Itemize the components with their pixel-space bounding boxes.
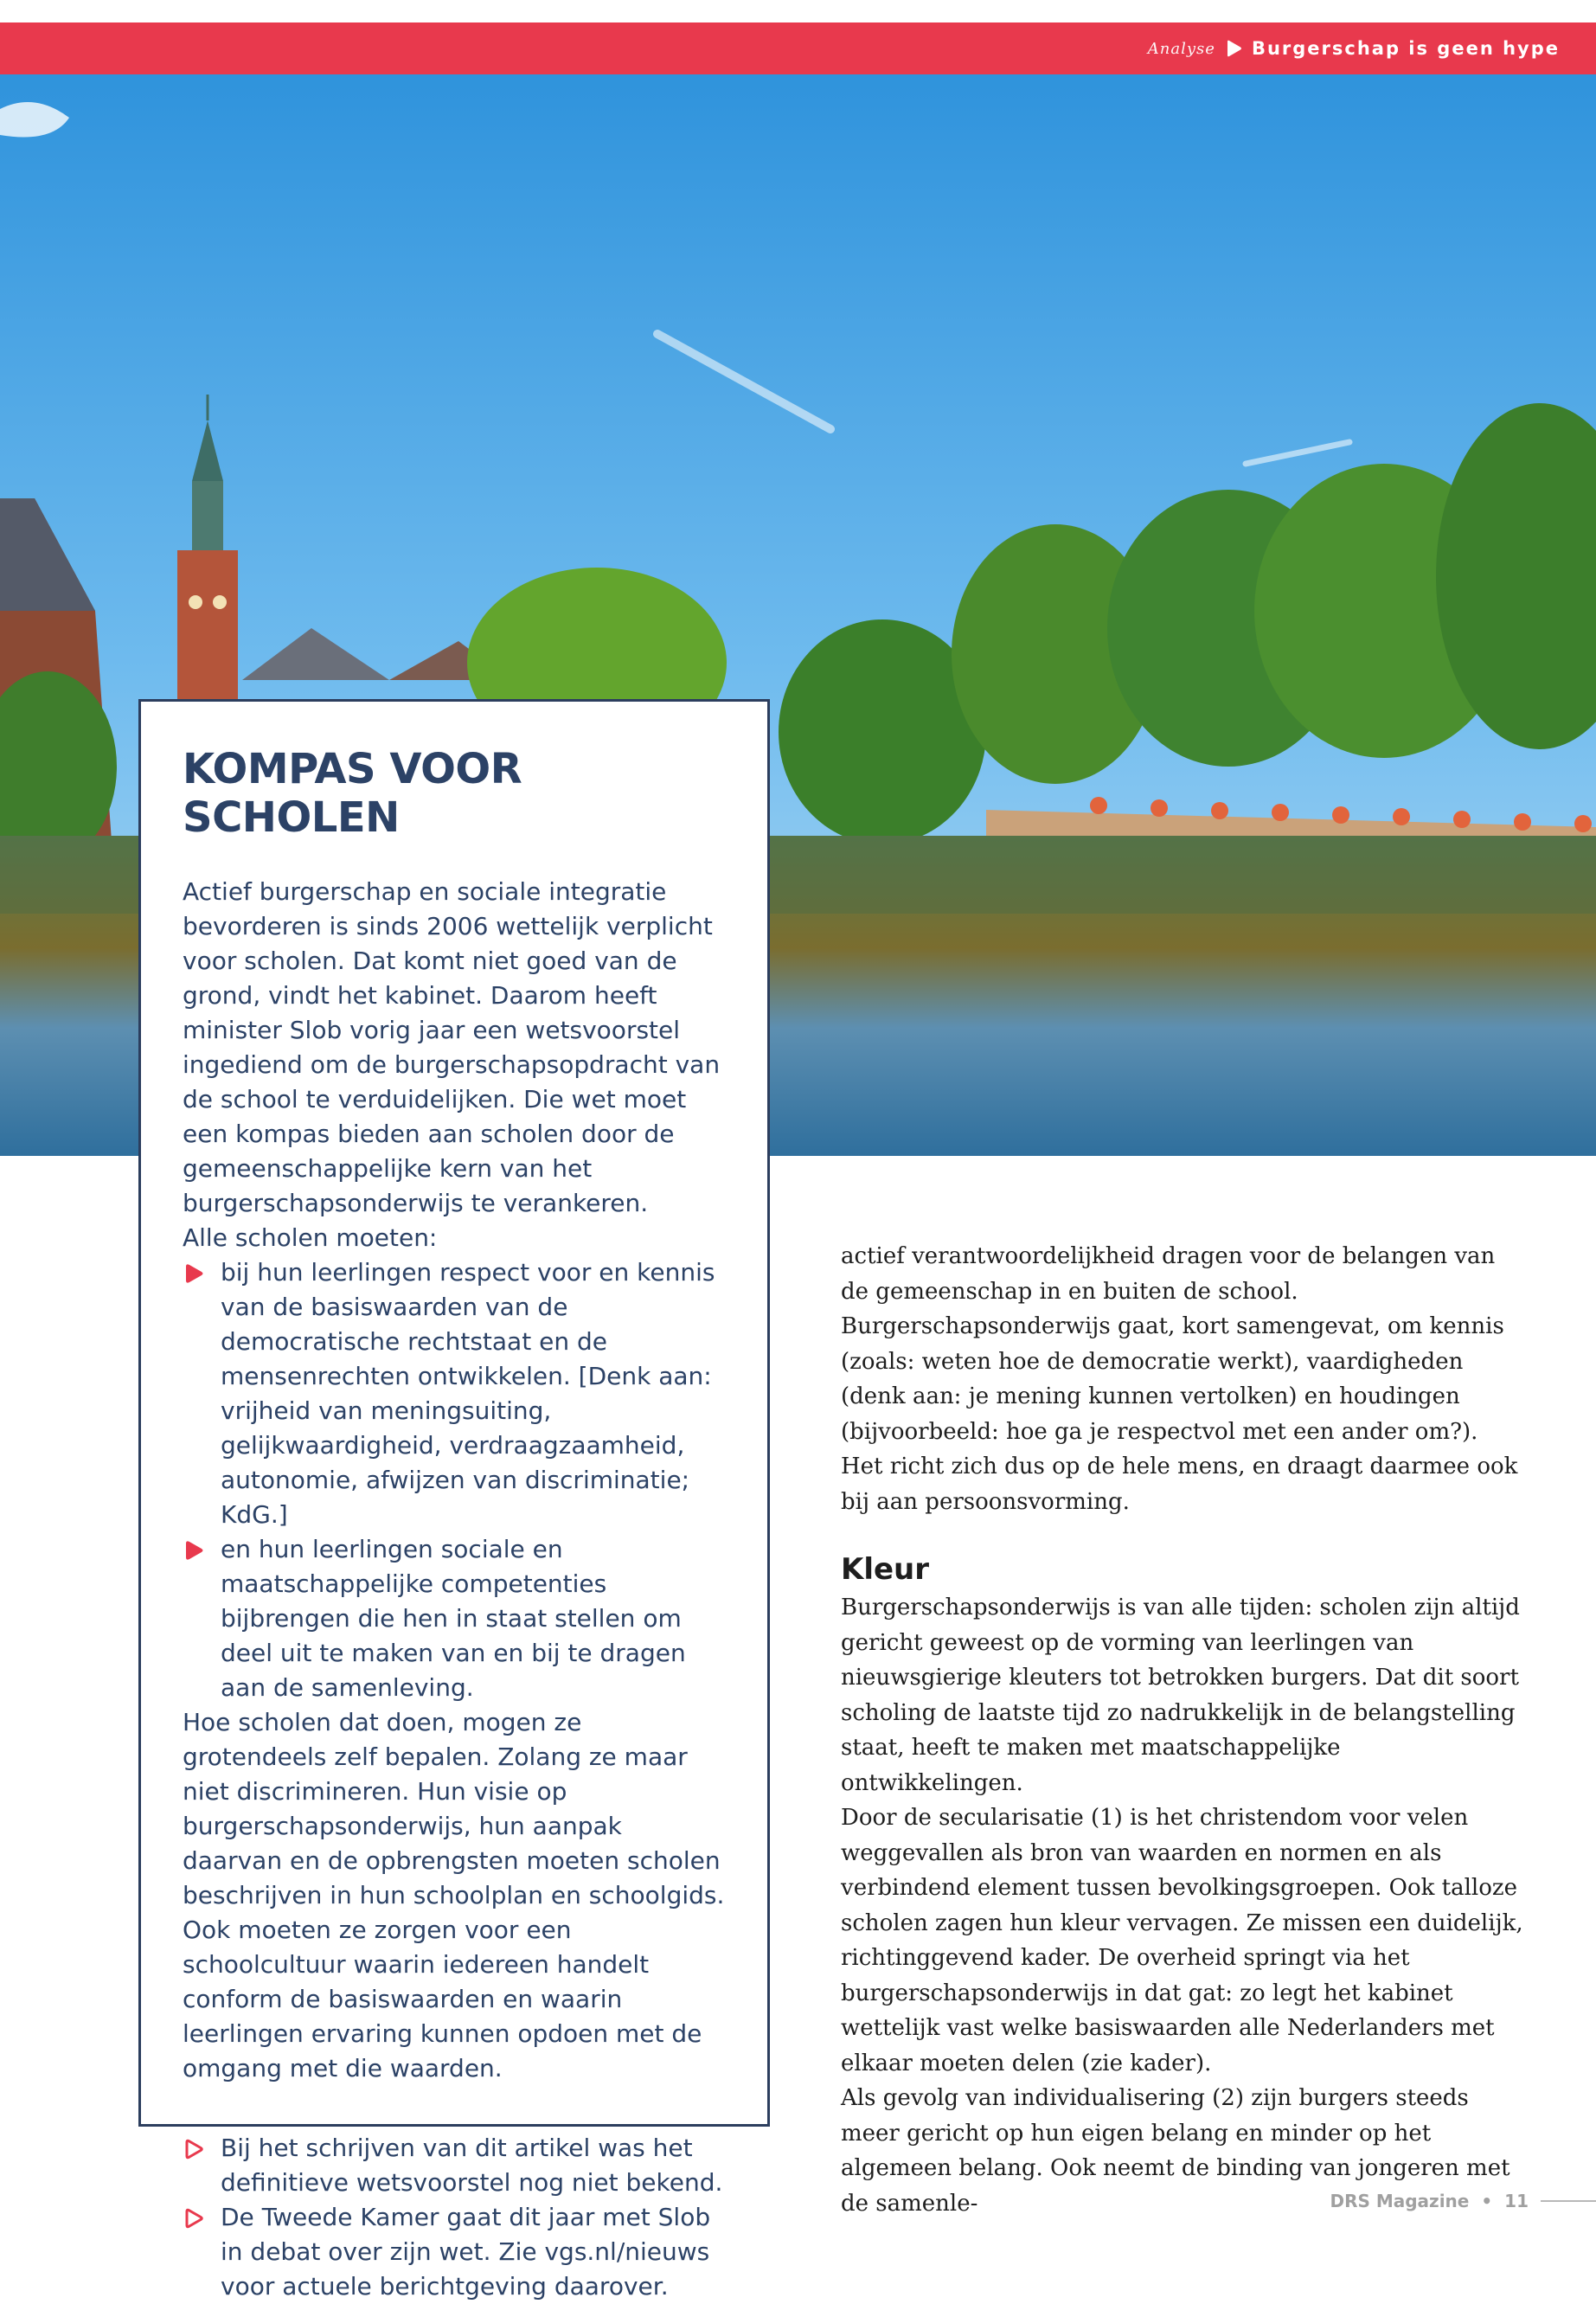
requirement-list bbox=[183, 1255, 726, 1705]
page-number: 11 bbox=[1504, 2191, 1529, 2211]
footer-separator: • bbox=[1481, 2191, 1493, 2211]
note-text: Bij het schrijven van dit artikel was het definitieve wetsvoorstel nog niet bekend. bbox=[221, 2134, 723, 2197]
list-item bbox=[183, 1532, 726, 1705]
box-closing: Hoe scholen dat doen, mogen ze grotendeels zelf bepalen. Zolang ze maar niet discrimineren. Hun visie op burgerschapsonderwijs, hun aanpak daarvan en de opbrengsten moeten scholen beschrijven in hun schoolplan en schoolgids. Ook moeten ze zorgen voor een schoolcultuur waarin iedereen handelt conform de basiswaarden en waarin leerlingen ervaring kunnen opdoen met de omgang met die waarden. bbox=[183, 1708, 725, 2083]
paragraph: Burgerschapsonderwijs is van alle tijden: scholen zijn altijd gericht geweest op de vorming van leerlingen van nieuwsgierige kleuters tot betrokken burgers. Dat dit soort scholing de laatste tijd zo nadrukkelijk in de belangstelling staat, heeft te maken met maatschappelijke ontwikkelingen. bbox=[841, 1595, 1520, 1796]
box-body bbox=[183, 875, 726, 2304]
list-item bbox=[183, 1255, 726, 1532]
outline-arrow-bullet-icon bbox=[183, 2138, 205, 2160]
box-intro: Actief burgerschap en sociale integratie bevorderen is sinds 2006 wettelijk verplicht voor scholen. Dat komt niet goed van de grond, vindt het kabinet. Daarom heeft minister Slob vorig jaar een wetsvoorstel ingediend om de burgerschapsopdracht van de school te verduidelijken. Die wet moet een kompas bieden aan scholen door de gemeenschappelijke kern van het burgerschapsonderwijs te verankeren. bbox=[183, 877, 721, 1217]
bullet-text: en hun leerlingen sociale en maatschappelijke competenties bijbrengen die hen in staat stellen om deel uit te maken van en bij te dragen aan de samenleving. bbox=[221, 1535, 686, 1702]
page-footer bbox=[1330, 2191, 1596, 2211]
kompas-kader bbox=[138, 699, 770, 2301]
filled-arrow-bullet-icon bbox=[183, 1262, 205, 1285]
bullet-text: bij hun leerlingen respect voor en kennis van de basiswaarden van de democratische rechtstaat en de mensenrechten ontwikkelen. [Denk aan: vrijheid van meningsuiting, gelijkwaardigheid, verdraagzaamheid, autonomie, afwijzen van discriminatie; KdG.] bbox=[221, 1258, 715, 1529]
magazine-name: DRS Magazine bbox=[1330, 2191, 1470, 2211]
subheading: Kleur bbox=[841, 1552, 930, 1587]
box-lead: Alle scholen moeten: bbox=[183, 1223, 438, 1252]
play-arrow-icon bbox=[1224, 39, 1243, 58]
paragraph: Als gevolg van individualisering (2) zijn burgers steeds meer gericht op hun eigen belang en minder op het algemeen belang. Ook neemt de binding van jongeren met de samenle- bbox=[841, 2085, 1510, 2217]
filled-arrow-bullet-icon bbox=[183, 1539, 205, 1562]
outline-arrow-bullet-icon bbox=[183, 2207, 205, 2230]
section-label: Analyse bbox=[1147, 39, 1215, 58]
box-title: KOMPAS VOOR SCHOLEN bbox=[183, 745, 522, 842]
note-text: De Tweede Kamer gaat dit jaar met Slob in debat over zijn wet. Zie vgs.nl/nieuws voor actuele berichtgeving daarover. bbox=[221, 2203, 711, 2301]
paragraph: actief verantwoordelijkheid dragen voor de belangen van de gemeenschap in en buiten de school. bbox=[841, 1243, 1496, 1305]
footer-rule bbox=[1541, 2200, 1596, 2202]
article-title: Burgerschap is geen hype bbox=[1251, 38, 1560, 59]
running-header bbox=[1148, 22, 1560, 74]
paragraph: Burgerschapsonderwijs gaat, kort samengevat, om kennis (zoals: weten hoe de democratie werkt), vaardigheden (denk aan: je mening kunnen vertolken) en houdingen (bijvoorbeeld: hoe ga je respectvol met een ander om?). Het richt zich dus op de hele mens, en draagt daarmee ook bij aan persoonsvorming. bbox=[841, 1313, 1518, 1515]
list-item bbox=[183, 2131, 726, 2200]
article-column bbox=[841, 1239, 1524, 2221]
list-item bbox=[183, 2200, 726, 2304]
notes-list bbox=[183, 2131, 726, 2304]
paragraph: Door de secularisatie (1) is het christendom voor velen weggevallen als bron van waarden en normen en als verbindend element tussen bevolkingsgroepen. Ook talloze scholen zagen hun kleur vervagen. Ze missen een duidelijk, richtinggevend kader. De overheid springt via het burgerschapsonderwijs in dat gat: zo legt het kabinet wettelijk vast welke basiswaarden alle Nederlanders met elkaar moeten delen (zie kader). bbox=[841, 1805, 1523, 2076]
